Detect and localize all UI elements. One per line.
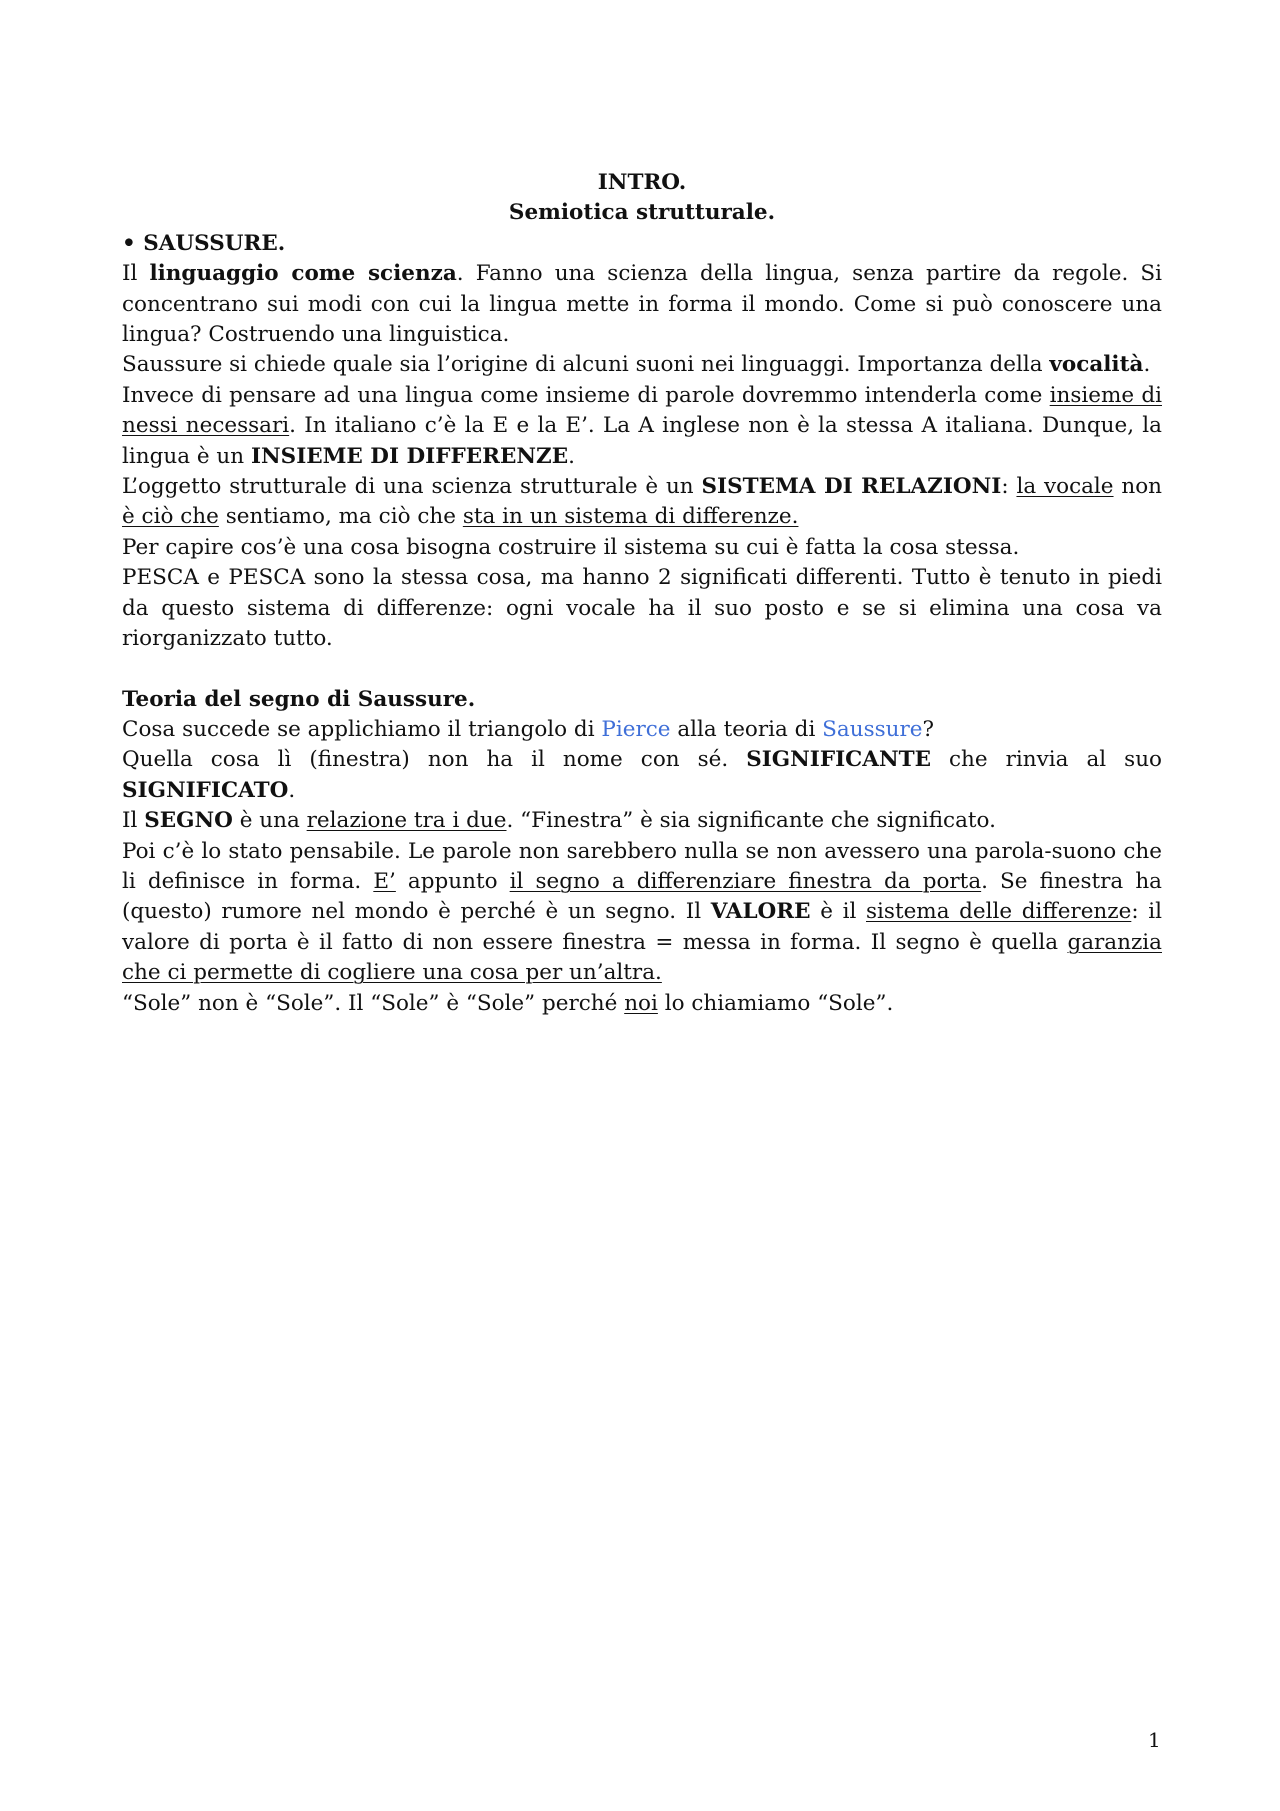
paragraph: “Sole” non è “Sole”. Il “Sole” è “Sole” perché noi lo chiamiamo “Sole”. xyxy=(122,990,894,1016)
paragraph: Per capire cos’è una cosa bisogna costruire il sistema su cui è fatta la cosa stessa. xyxy=(122,534,1020,560)
section-heading-saussure: • SAUSSURE. xyxy=(122,230,286,256)
link-pierce[interactable]: Pierce xyxy=(601,716,671,742)
paragraph: Invece di pensare ad una lingua come insieme di parole dovremmo intenderla come insieme di nessi necessari. In italiano c’è la E e la E’. La A inglese non è la stessa A italiana. Dunque, la lingua è un INSIEME DI DIFFERENZE. xyxy=(122,382,1162,469)
paragraph: Il SEGNO è una relazione tra i due. “Finestra” è sia significante che significato. xyxy=(122,808,996,834)
paragraph: L’oggetto strutturale di una scienza strutturale è un SISTEMA DI RELAZIONI: la vocale non è ciò che sentiamo, ma ciò che sta in un sistema di differenze. xyxy=(122,474,1162,530)
link-saussure[interactable]: Saussure xyxy=(822,716,923,742)
document-page xyxy=(122,168,1162,1019)
paragraph: Il linguaggio come scienza. Fanno una scienza della lingua, senza partire da regole. Si concentrano sui modi con cui la lingua mette in forma il mondo. Come si può conoscere una lingua? Costruendo una linguistica. xyxy=(122,261,1162,348)
section-heading-teoria: Teoria del segno di Saussure. xyxy=(122,686,476,712)
page-number: 1 xyxy=(1148,1728,1161,1752)
paragraph: Cosa succede se applichiamo il triangolo di Pierce alla teoria di Saussure? xyxy=(122,716,935,742)
paragraph: Saussure si chiede quale sia l’origine di alcuni suoni nei linguaggi. Importanza della vocalità. xyxy=(122,352,1151,378)
paragraph: PESCA e PESCA sono la stessa cosa, ma hanno 2 significati differenti. Tutto è tenuto in piedi da questo sistema di differenze: ogni vocale ha il suo posto e se si elimina una cosa va riorganizzato tutto. xyxy=(122,565,1162,652)
paragraph: Poi c’è lo stato pensabile. Le parole non sarebbero nulla se non avessero una parola-suono che li definisce in forma. E’ appunto il segno a differenziare finestra da porta. Se finestra ha (questo) rumore nel mondo è perché è un segno. Il VALORE è il sistema delle differenze: il valore di porta è il fatto di non essere finestra = messa in forma. Il segno è quella garanzia che ci permette di cogliere una cosa per un’altra. xyxy=(122,838,1162,986)
paragraph: Quella cosa lì (finestra) non ha il nome con sé. SIGNIFICANTE che rinvia al suo SIGNIFICATO. xyxy=(122,747,1162,803)
doc-title: INTRO. xyxy=(597,170,687,195)
doc-subtitle: Semiotica strutturale. xyxy=(508,200,776,226)
